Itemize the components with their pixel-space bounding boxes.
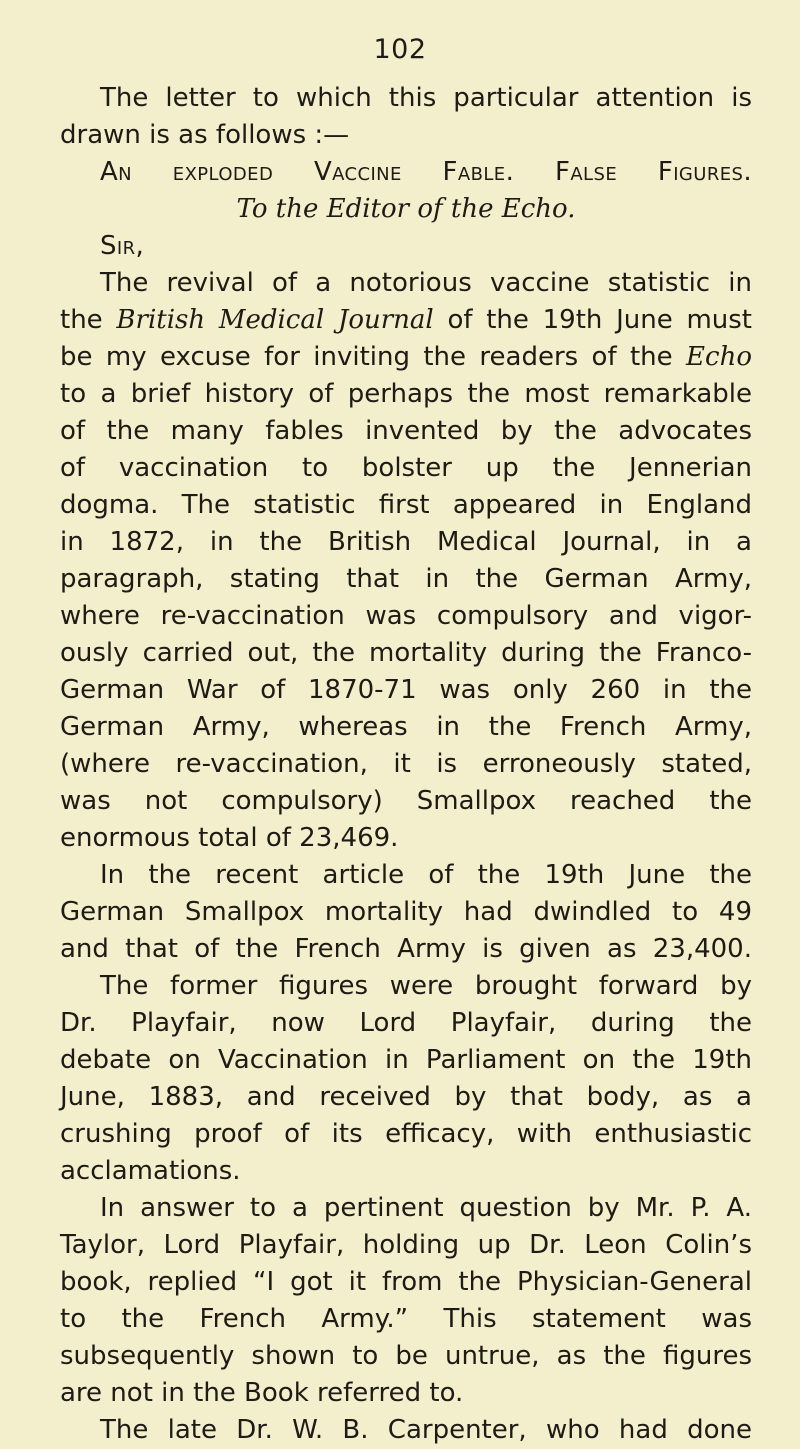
- text-line: debate on Vaccination in Parliament on the 19th: [60, 1045, 752, 1075]
- body-text: [60, 80, 752, 1449]
- italic-title: Echo: [686, 342, 752, 372]
- text-line: dogma. The statistic first appeared in England: [60, 490, 752, 520]
- text-line: The letter to which this particular attention is: [100, 83, 752, 113]
- text-line: German Army, whereas in the French Army,: [60, 712, 752, 742]
- text-line: was not compulsory) Smallpox reached the: [60, 786, 752, 816]
- text-line: Dr. Playfair, now Lord Playfair, during the: [60, 1008, 752, 1038]
- text-line: To the Editor of the Echo.: [236, 194, 576, 224]
- italic-title: British Medical Journal: [116, 305, 434, 335]
- text-line: German War of 1870-71 was only 260 in the: [60, 675, 752, 705]
- text-line: of the many fables invented by the advocates: [60, 416, 752, 446]
- text-line: in 1872, in the British Medical Journal, in a: [60, 527, 752, 557]
- text-line: book, replied “I got it from the Physician-General: [60, 1267, 752, 1297]
- page-number: 102: [373, 34, 427, 65]
- text-line: are not in the Book referred to.: [60, 1378, 464, 1408]
- text-line: In answer to a pertinent question by Mr. P. A.: [100, 1193, 752, 1223]
- text-line: The former figures were brought forward by: [100, 971, 752, 1001]
- text-line: where re-vaccination was compulsory and vigor-: [60, 601, 752, 631]
- text-line: An exploded Vaccine Fable. False Figures.: [100, 157, 752, 187]
- text-line: paragraph, stating that in the German Army,: [60, 564, 752, 594]
- text-line: June, 1883, and received by that body, as a: [60, 1082, 752, 1112]
- text-segment: the: [60, 305, 117, 335]
- text-line: to the French Army.” This statement was: [60, 1304, 752, 1334]
- text-line: German Smallpox mortality had dwindled to 49: [60, 897, 752, 927]
- text-segment: of the 19th June must: [433, 305, 752, 335]
- text-line: to a brief history of perhaps the most remarkable: [60, 379, 752, 409]
- text-line: [60, 302, 752, 339]
- text-line: Sir,: [100, 231, 145, 261]
- text-line: and that of the French Army is given as 23,400.: [60, 934, 752, 964]
- text-line: Taylor, Lord Playfair, holding up Dr. Leon Colin’s: [60, 1230, 752, 1260]
- text-line: of vaccination to bolster up the Jennerian: [60, 453, 752, 483]
- text-line: The late Dr. W. B. Carpenter, who had done: [100, 1415, 752, 1445]
- text-line: In the recent article of the 19th June the: [100, 860, 752, 890]
- text-line: drawn is as follows :—: [60, 120, 350, 150]
- text-line: acclamations.: [60, 1156, 241, 1186]
- text-line: The revival of a notorious vaccine statistic in: [100, 268, 752, 298]
- text-line: (where re-vaccination, it is erroneously stated,: [60, 749, 752, 779]
- text-line: be my excuse for inviting the readers of the Echo: [60, 342, 752, 372]
- text-line: ously carried out, the mortality during the Franco-: [60, 638, 752, 668]
- text-line: crushing proof of its efficacy, with enthusiastic: [60, 1119, 752, 1149]
- text-line: subsequently shown to be untrue, as the figures: [60, 1341, 752, 1371]
- text-line: enormous total of 23,469.: [60, 823, 399, 853]
